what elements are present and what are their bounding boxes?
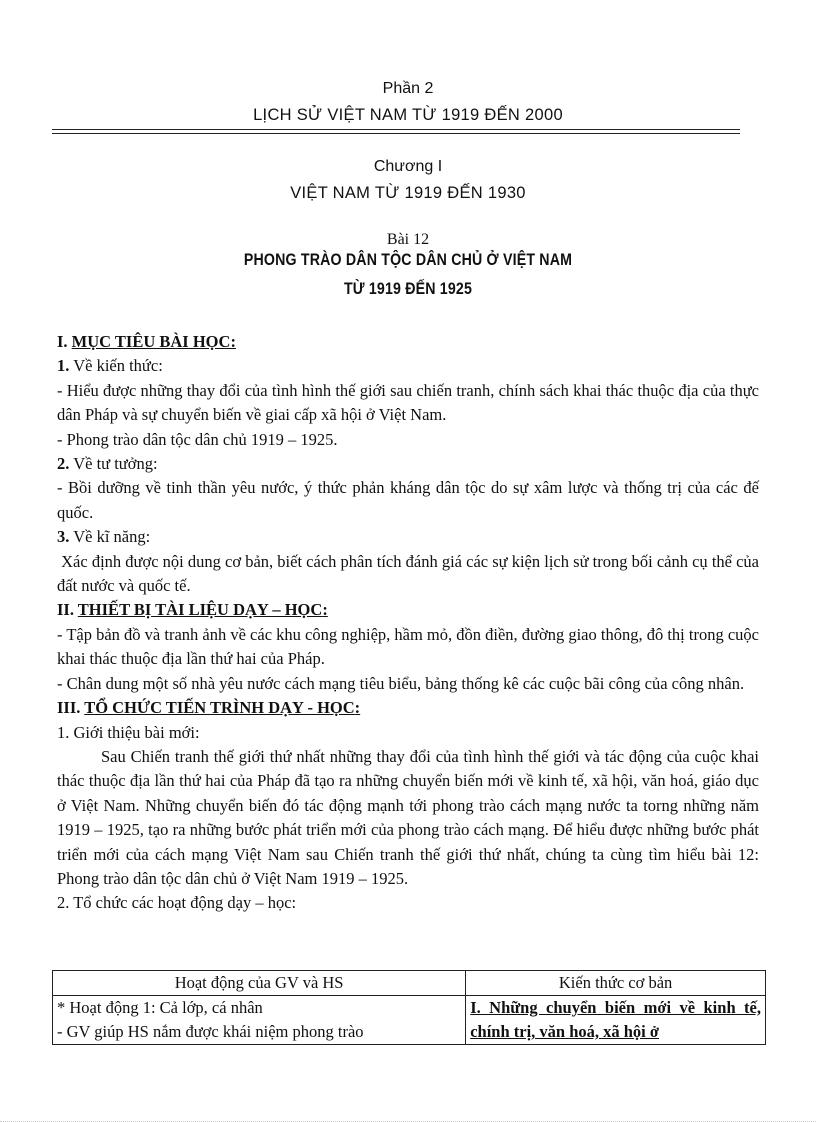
table-header-knowledge: Kiến thức cơ bản	[466, 971, 766, 996]
title-rule-bottom	[52, 133, 740, 134]
section2-title: THIẾT BỊ TÀI LIỆU DẠY – HỌC	[77, 600, 323, 620]
part-label: Phần 2	[382, 80, 434, 97]
section3-heading: III. TỔ CHỨC TIẾN TRÌNH DẠY - HỌC:	[57, 698, 361, 718]
table-header-row	[53, 971, 766, 996]
part-title: LỊCH SỬ VIỆT NAM TỪ 1919 ĐẾN 2000	[253, 106, 563, 124]
lesson-body	[57, 330, 764, 916]
table-row	[53, 996, 766, 1045]
activity-1-text: - GV giúp HS nắm được khái niệm phong trào	[57, 1022, 364, 1041]
section1-heading: I. MỤC TIÊU BÀI HỌC:	[57, 332, 236, 351]
thought-heading: 2. Về tư tưởng:	[57, 454, 158, 474]
skill-heading: 3. Về kĩ năng:	[57, 527, 151, 547]
page-bottom-divider	[0, 1121, 816, 1122]
activities-table	[52, 970, 766, 1045]
chapter-label: Chương I	[373, 158, 443, 175]
equipment-item-2: - Chân dung một số nhà yêu nước cách mạng tiêu biểu, bảng thống kê các cuộc bãi công của công nhân.	[57, 673, 745, 693]
knowledge-section-title: I. Những chuyển biến mới về kinh tế, chính trị, văn hoá, xã hội ở	[470, 998, 761, 1041]
activities-label: 2. Tổ chức các hoạt động dạy – học:	[57, 893, 297, 913]
section1-title: MỤC TIÊU BÀI HỌC	[71, 332, 231, 351]
activity-1-title: * Hoạt động 1: Cả lớp, cá nhân	[57, 998, 263, 1017]
equipment-item-1: - Tập bản đồ và tranh ảnh về các khu công nghiệp, hầm mỏ, đồn điền, đường giao thông, đô thị trong cuộc khai thác thuộc địa lần thứ hai của Pháp.	[57, 624, 759, 669]
knowledge-item-1: - Hiểu được những thay đổi của tình hình thế giới sau chiến tranh, chính sách khai thác thuộc địa của thực dân Pháp và sự chuyển biến về giai cấp xã hội ở Việt Nam.	[57, 380, 759, 425]
table-header-activities: Hoạt động của GV và HS	[53, 971, 466, 996]
intro-label: 1. Giới thiệu bài mới:	[57, 722, 200, 742]
intro-paragraph: Sau Chiến tranh thế giới thứ nhất những thay đổi của tình hình thế giới và tác động của cuộc khai thác thuộc địa lần thứ hai của Pháp đã tạo ra những chuyển biến mới về kinh tế, xã hội, văn hoá, giáo dục ở Việt Nam. Những chuyển biến đó tác động mạnh tới phong trào cách mạng nước ta torng những năm 1919 – 1925, tạo ra những bước phát triển mới của phong trào cách mạng. Để hiểu được những bước phát triển mới của cách mạng Việt Nam sau Chiến tranh thế giới thứ nhất, chúng ta cùng tìm hiểu bài 12: Phong trào dân tộc dân chủ ở Việt Nam 1919 – 1925.	[57, 746, 759, 888]
thought-item: - Bồi dưỡng về tinh thần yêu nước, ý thức phản kháng dân tộc do sự xâm lược và thống trị của các đế quốc.	[57, 478, 759, 522]
title-rule-top	[52, 129, 740, 130]
knowledge-heading: 1. Về kiến thức:	[57, 356, 163, 376]
section2-heading: II. THIẾT BỊ TÀI LIỆU DẠY – HỌC:	[57, 600, 328, 620]
section3-title: TỔ CHỨC TIẾN TRÌNH DẠY - HỌC	[84, 698, 355, 718]
lesson-title-line2: TỪ 1919 ĐẾN 1925	[343, 280, 473, 298]
chapter-title: VIỆT NAM TỪ 1919 ĐẾN 1930	[290, 184, 526, 202]
knowledge-item-2: - Phong trào dân tộc dân chủ 1919 – 1925.	[57, 429, 338, 449]
lesson-label: Bài 12	[386, 231, 430, 248]
table-cell-knowledge	[466, 996, 766, 1045]
table-cell-activities	[53, 996, 466, 1045]
lesson-title-line1: PHONG TRÀO DÂN TỘC DÂN CHỦ Ở VIỆT NAM	[243, 251, 573, 269]
skill-item: Xác định được nội dung cơ bản, biết cách phân tích đánh giá các sự kiện lịch sử trong bối cảnh cụ thể của đất nước và quốc tế.	[57, 551, 764, 596]
